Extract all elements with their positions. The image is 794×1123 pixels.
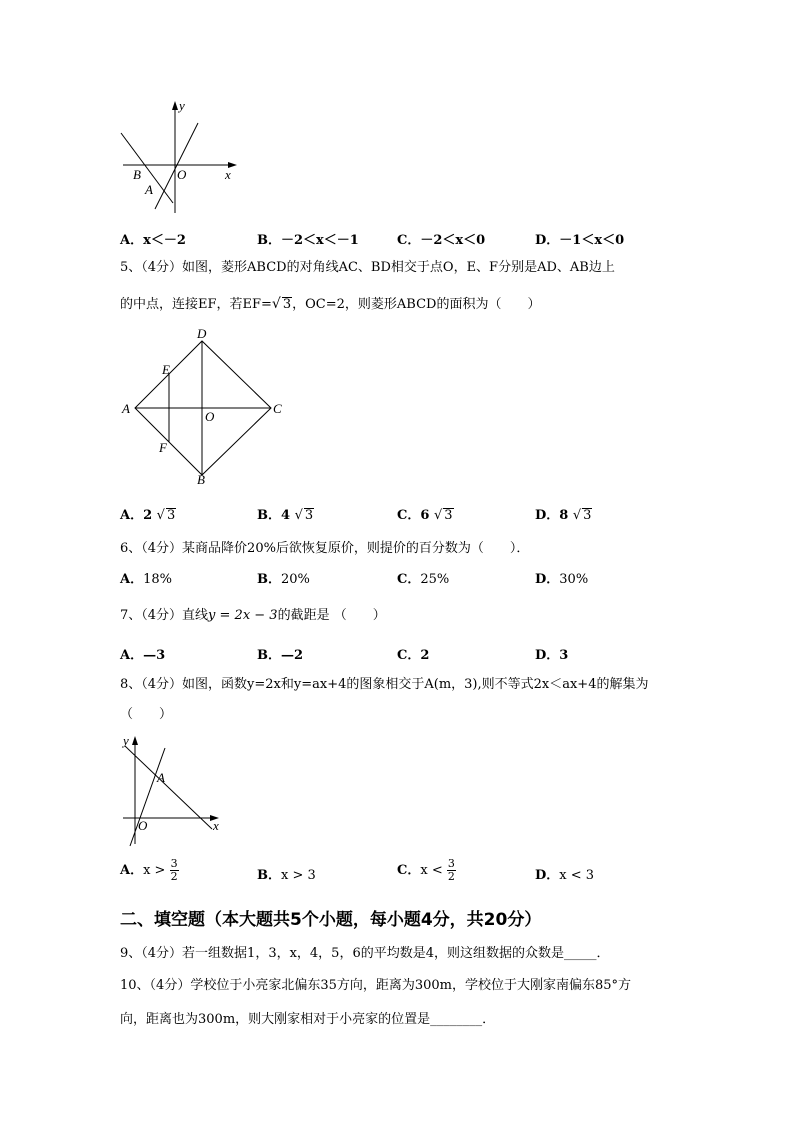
- q6-option-c: C．25%: [397, 572, 450, 587]
- q7-formula: y = 2x − 3: [208, 608, 278, 623]
- y-axis-arrow: [172, 101, 178, 110]
- q7-option-c: C．2: [397, 648, 430, 663]
- q9-stem: 9、（4分）若一组数据1，3，x，4，5，6的平均数是4，则这组数据的众数是_____．: [120, 946, 610, 961]
- point-a-label: A: [157, 770, 165, 785]
- point-b-label: B: [133, 167, 141, 182]
- q7-option-b: B．—2: [257, 648, 304, 663]
- q6-option-b: B．20%: [257, 572, 310, 587]
- label-c: C: [273, 401, 282, 416]
- label-a: A: [122, 401, 130, 416]
- point-a-label: A: [145, 182, 153, 197]
- q5-rhombus-figure: [115, 328, 295, 488]
- label-o: O: [205, 409, 215, 424]
- q4-option-c: C．－2＜x＜0: [397, 233, 486, 248]
- q4-graph: [115, 97, 240, 217]
- q7-option-a: A．—3: [120, 648, 166, 663]
- q8-stem-line1: 8、（4分）如图，函数y=2x和y=ax+4的图象相交于A(m，3),则不等式2x＜ax+4的解集为: [120, 677, 649, 692]
- q8-stem-line2: （ ）: [120, 707, 173, 722]
- line-y-ax-plus-4: [125, 746, 212, 829]
- q8-graph: [115, 730, 230, 850]
- q6-stem: 6、（4分）某商品降价20%后欲恢复原价，则提价的百分数为（ ）．: [120, 541, 530, 556]
- q8-option-a: A．x > $\frac{3}{2}$: [120, 857, 178, 883]
- line-2: [155, 123, 198, 209]
- q7-stem: 7、（4分）直线y = 2x − 3的截距是 （ ）: [120, 608, 386, 623]
- origin-label: O: [138, 818, 148, 833]
- label-f: F: [159, 440, 167, 455]
- x-label: x: [225, 167, 231, 182]
- q4-option-a: A．x＜－2: [120, 233, 186, 248]
- q5-option-b: B．4 √ 3: [257, 508, 314, 523]
- label-e: E: [162, 362, 170, 377]
- q4-option-b: B．－2＜x＜－1: [257, 233, 359, 248]
- q5-option-d: D．8 √ 3: [535, 508, 592, 523]
- q6-option-a: A．18%: [120, 572, 172, 587]
- label-d: D: [197, 328, 207, 341]
- q7-option-d: D．3: [535, 648, 569, 663]
- q8-option-d: D．x < 3: [535, 868, 595, 883]
- q5-stem-line2: 的中点，连接EF，若EF=√ 3，OC=2，则菱形ABCD的面积为（ ）: [120, 296, 541, 312]
- q8-option-c: C．x < $\frac{3}{2}$: [397, 857, 455, 883]
- origin-label: O: [177, 167, 187, 182]
- q4-option-d: D．－1＜x＜0: [535, 233, 625, 248]
- q10-stem-line2: 向，距离也为300m，则大刚家相对于小亮家的位置是________．: [120, 1012, 496, 1027]
- y-label: y: [123, 733, 129, 748]
- y-axis-arrow: [132, 736, 138, 745]
- x-label: x: [213, 818, 219, 833]
- section-2-title: 二、填空题（本大题共5个小题，每小题4分，共20分）: [120, 910, 542, 930]
- q5-option-c: C．6 √ 3: [397, 508, 453, 523]
- y-label: y: [179, 98, 185, 113]
- q10-stem-line1: 10、（4分）学校位于小亮家北偏东35方向，距离为300m，学校位于大刚家南偏东85°方: [120, 978, 632, 993]
- q5-option-a: A．2 √ 3: [120, 508, 176, 523]
- label-b: B: [197, 472, 205, 487]
- q6-option-d: D．30%: [535, 572, 589, 587]
- q5-stem-line1: 5、（4分）如图，菱形ABCD的对角线AC、BD相交于点O，E、F分别是AD、AB边上: [120, 260, 615, 275]
- q8-option-b: B．x > 3: [257, 868, 316, 883]
